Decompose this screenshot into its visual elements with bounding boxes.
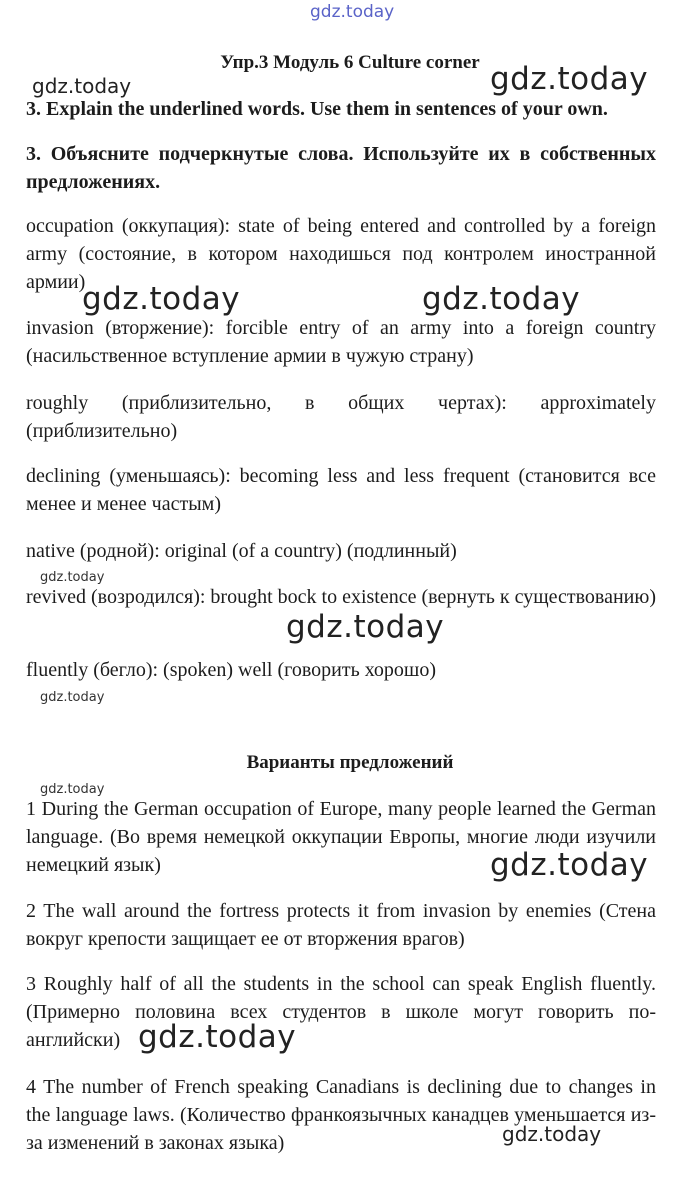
watermark: gdz.today: [422, 281, 581, 317]
task-russian: 3. Объясните подчеркнутые слова. Используйте их в собственных предложениях.: [26, 143, 656, 193]
definition-occupation: occupation (оккупация): state of being entered and controlled by a foreign army (состояние, в котором находишься под контролем иностранной армии): [26, 215, 656, 293]
definition-fluently: fluently (бегло): (spoken) well (говорить хорошо): [26, 659, 436, 681]
definition-invasion: invasion (вторжение): forcible entry of an army into a foreign country (насильственное вступление армии в чужую страну): [26, 317, 656, 367]
task-english: 3. Explain the underlined words. Use them in sentences of your own.: [26, 98, 608, 120]
watermark: gdz.today: [502, 1122, 602, 1146]
watermark: gdz.today: [82, 281, 241, 317]
sentence-1: 1 During the German occupation of Europe, many people learned the German language. (Во время немецкой оккупации Европы, многие люди изучили немецкий язык): [26, 798, 656, 876]
definition-declining: declining (уменьшаясь): becoming less and less frequent (становится все менее и менее частым): [26, 465, 656, 515]
watermark: gdz.today: [40, 690, 105, 705]
watermark: gdz.today: [490, 847, 649, 883]
definition-native: native (родной): original (of a country) (подлинный): [26, 540, 457, 562]
sentence-4: 4 The number of French speaking Canadians is declining due to changes in the language laws. (Количество франкоязычных канадцев уменьшается из-за изменений в законах языка): [26, 1076, 656, 1154]
watermark: gdz.today: [286, 609, 445, 645]
watermark-top: gdz.today: [310, 2, 395, 22]
definition-roughly: roughly (приблизительно, в общих чертах): approximately (приблизительно): [26, 392, 656, 442]
watermark: gdz.today: [32, 74, 132, 98]
definition-revived: revived (возродился): brought bock to existence (вернуть к существованию): [26, 586, 656, 608]
sentence-2: 2 The wall around the fortress protects it from invasion by enemies (Стена вокруг крепости защищает ее от вторжения врагов): [26, 900, 656, 950]
watermark: gdz.today: [40, 782, 105, 797]
watermark: gdz.today: [138, 1019, 297, 1055]
page-title: Упр.3 Модуль 6 Culture corner: [220, 52, 480, 73]
variants-heading: Варианты предложений: [246, 752, 454, 773]
sentence-3: 3 Roughly half of all the students in the school can speak English fluently. (Примерно половина всех студентов в школе могут говорить по-английски): [26, 973, 656, 1051]
watermark: gdz.today: [490, 61, 649, 97]
watermark: gdz.today: [40, 570, 105, 585]
